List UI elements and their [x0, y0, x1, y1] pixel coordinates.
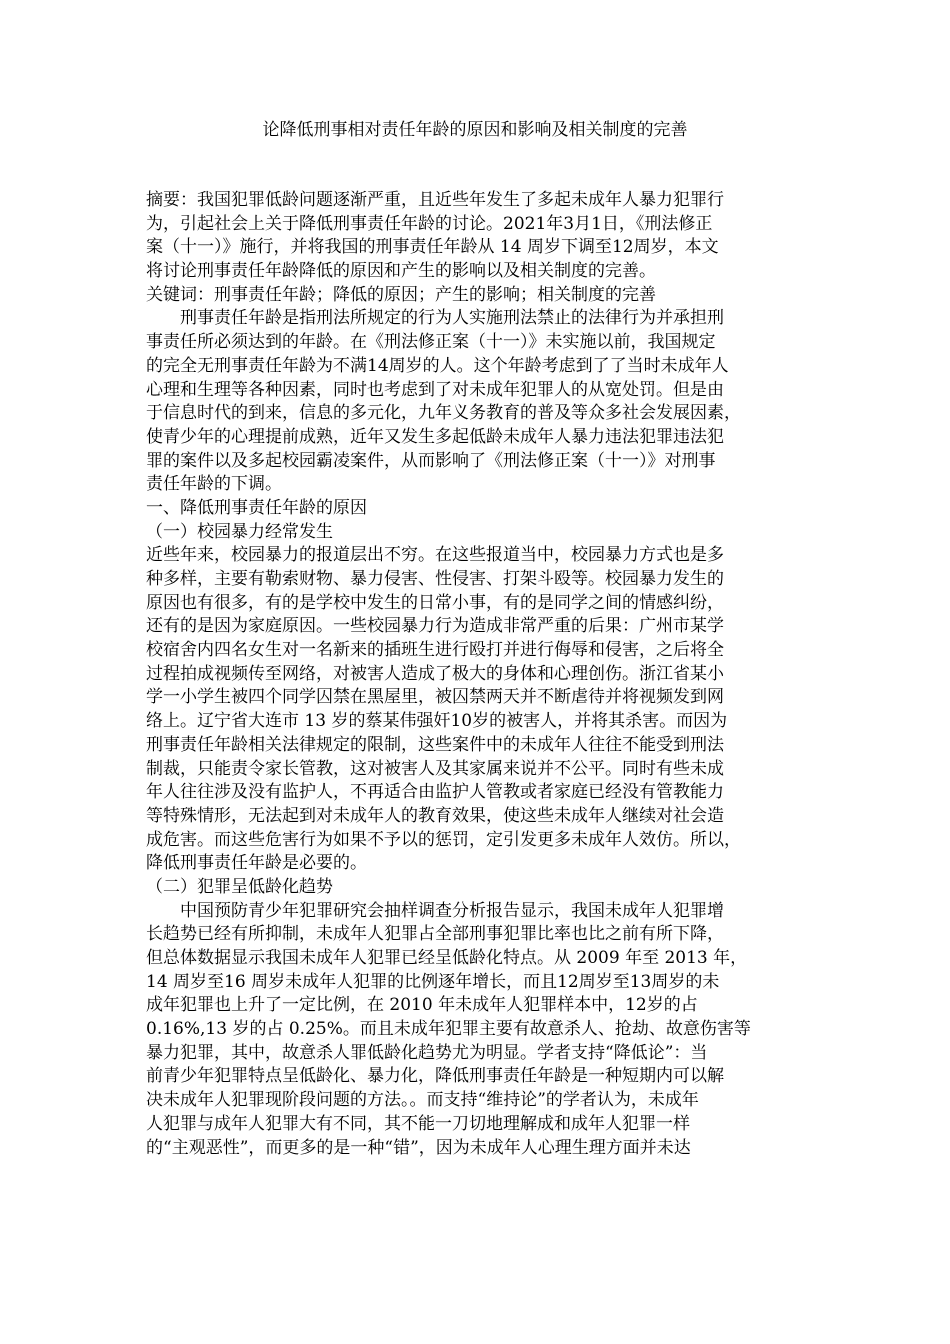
text-line: 但总体数据显示我国未成年人犯罪已经呈低龄化特点。从 2009 年至 2013 年，	[146, 948, 748, 968]
text-line: 罪的案件以及多起校园霸凌案件，从而影响了《刑法修正案（十一）》对刑事	[146, 450, 716, 471]
text-line: 摘要：我国犯罪低龄问题逐渐严重，且近些年发生了多起未成年人暴力犯罪行	[146, 190, 724, 210]
text-line: 长趋势已经有所抑制，未成年人犯罪占全部刑事犯罪比率也比之前有所下降，	[146, 924, 724, 945]
text-line: 降低刑事责任年龄是必要的。	[146, 853, 367, 874]
text-line: 为，引起社会上关于降低刑事责任年龄的讨论。2021年3月1日，《刑法修正	[146, 213, 713, 234]
text-line: 一、降低刑事责任年龄的原因	[146, 497, 367, 518]
text-line: 还有的是因为家庭原因。一些校园暴力行为造成非常严重的后果：广州市某学	[146, 616, 724, 637]
text-line: 络上。辽宁省大连市 13 岁的蔡某伟强奸10岁的被害人，并将其杀害。而因为	[146, 711, 728, 732]
text-line: 刑事责任年龄相关法律规定的限制，这些案件中的未成年人往往不能受到刑法	[146, 734, 724, 755]
text-line: 年人往往涉及没有监护人，不再适合由监护人管教或者家庭已经没有管教能力	[146, 782, 724, 803]
text-line: 责任年龄的下调。	[146, 474, 282, 495]
text-line: 使青少年的心理提前成熟，近年又发生多起低龄未成年人暴力违法犯罪违法犯	[146, 426, 724, 447]
text-line: 14 周岁至16 周岁未成年人犯罪的比例逐年增长，而且12周岁至13周岁的未	[146, 971, 720, 992]
text-line: 制裁，只能责令家长管教，这对被害人及其家属来说并不公平。同时有些未成	[146, 758, 724, 779]
text-line: 近些年来，校园暴力的报道层出不穷。在这些报道当中，校园暴力方式也是多	[146, 545, 724, 566]
text-line: 心理和生理等各种因素，同时也考虑到了对未成年犯罪人的从宽处罚。但是由	[146, 379, 724, 400]
text-line: 种多样，主要有勒索财物、暴力侵害、性侵害、打架斗殴等。校园暴力发生的	[146, 569, 724, 589]
text-line: 校宿舍内四名女生对一名新来的插班生进行殴打并进行侮辱和侵害，之后将全	[146, 640, 724, 661]
text-line: 原因也有很多，有的是学校中发生的日常小事，有的是同学之间的情感纠纷，	[146, 592, 724, 613]
text-line: 案（十一）》施行，并将我国的刑事责任年龄从 14 周岁下调至12周岁，本文	[146, 237, 719, 258]
text-line: 成年犯罪也上升了一定比例，在 2010 年未成年人犯罪样本中，12岁的占	[146, 995, 698, 1016]
document-title: 论降低刑事相对责任年龄的原因和影响及相关制度的完善	[262, 120, 688, 140]
text-line: 的“主观恶性”，而更多的是一种“错”，因为未成年人心理生理方面并未达	[146, 1137, 691, 1158]
text-line: 暴力犯罪，其中，故意杀人罪低龄化趋势尤为明显。学者支持“降低论”：当	[146, 1042, 708, 1063]
text-line: 刑事责任年龄是指刑法所规定的行为人实施刑法禁止的法律行为并承担刑	[180, 308, 724, 329]
text-line: 将讨论刑事责任年龄降低的原因和产生的影响以及相关制度的完善。	[146, 261, 656, 282]
text-line: 成危害。而这些危害行为如果不予以的惩罚，定引发更多未成年人效仿。所以，	[146, 829, 741, 850]
text-line: 学一小学生被四个同学囚禁在黑屋里，被囚禁两天并不断虐待并将视频发到网	[146, 687, 724, 708]
text-line: （一）校园暴力经常发生	[146, 521, 333, 542]
text-line: 的完全无刑事责任年龄为不满14周岁的人。这个年龄考虑到了了当时未成年人	[146, 355, 729, 376]
text-line: 前青少年犯罪特点呈低龄化、暴力化，降低刑事责任年龄是一种短期内可以解	[146, 1066, 724, 1087]
text-line: 人犯罪与成年人犯罪大有不同，其不能一刀切地理解成和成年人犯罪一样	[146, 1113, 690, 1134]
text-line: 于信息时代的到来，信息的多元化，九年义务教育的普及等众多社会发展因素，	[146, 403, 741, 424]
text-line: 关键词：刑事责任年龄；降低的原因；产生的影响；相关制度的完善	[146, 284, 656, 305]
document-body	[146, 189, 820, 1160]
text-line: （二）犯罪呈低龄化趋势	[146, 876, 333, 897]
text-line: 事责任所必须达到的年龄。在《刑法修正案（十一）》未实施以前，我国规定	[146, 332, 716, 353]
text-line: 等特殊情形，无法起到对未成年人的教育效果，使这些未成年人继续对社会造	[146, 805, 724, 826]
text-line: 中国预防青少年犯罪研究会抽样调查分析报告显示，我国未成年人犯罪增	[180, 900, 724, 921]
text-line: 过程拍成视频传至网络，对被害人造成了极大的身体和心理创伤。浙江省某小	[146, 663, 724, 684]
text-line: 决未成年人犯罪现阶段问题的方法。。而支持“维持论”的学者认为，未成年	[146, 1090, 699, 1111]
text-line: 0.16%,13 岁的占 0.25%。而且未成年犯罪主要有故意杀人、抢劫、故意伤害等	[146, 1019, 751, 1040]
